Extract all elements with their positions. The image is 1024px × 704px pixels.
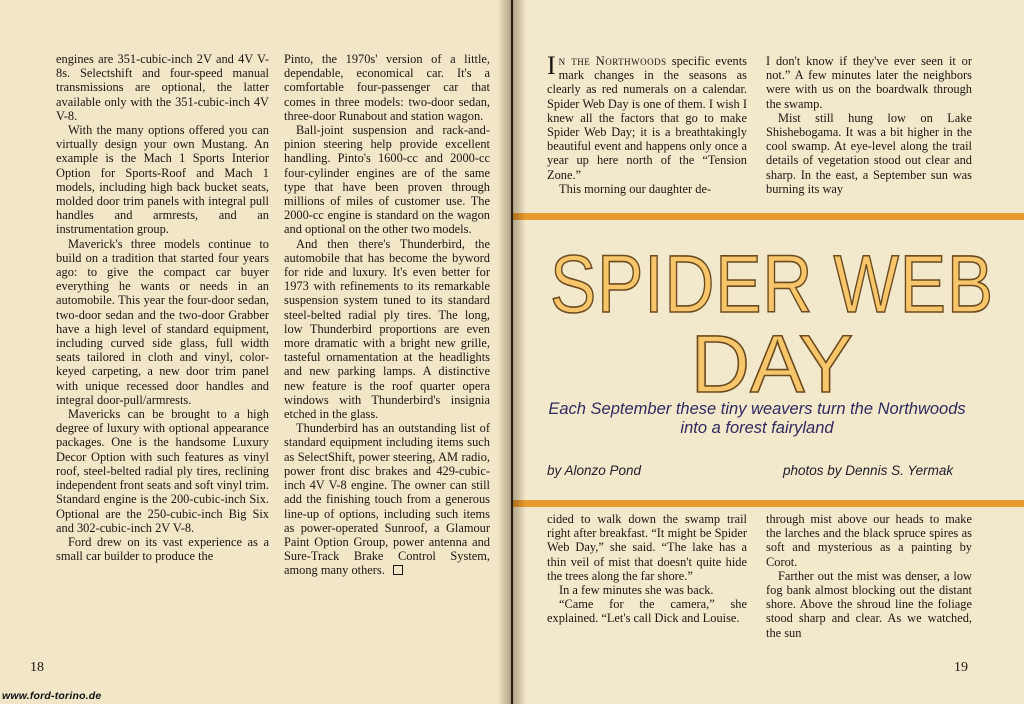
page-number-left: 18 <box>30 660 44 675</box>
left-page <box>0 0 511 704</box>
drop-cap: I <box>547 51 556 80</box>
page-number-right: 19 <box>954 660 968 675</box>
bottom-orange-rule <box>513 500 1024 507</box>
title-line-1: SPIDER WEB <box>550 239 994 330</box>
paragraph <box>284 421 490 577</box>
paragraph: In a few minutes she was back. <box>559 583 714 598</box>
right-column-2 <box>766 54 972 196</box>
author-byline: by Alonzo Pond <box>547 463 642 478</box>
left-column-2 <box>284 52 490 578</box>
photo-credit: photos by Dennis S. Yermak <box>783 463 954 478</box>
end-mark-icon <box>393 565 403 575</box>
right-column-3 <box>547 512 747 626</box>
watermark: www.ford-torino.de <box>2 690 102 702</box>
paragraph: “Came for the camera,” she explained. “Let's call Dick and Louise. <box>547 597 747 626</box>
subtitle: Each September these tiny weavers turn the Northwoods into a forest fairyland <box>548 400 966 437</box>
paragraph: Ball-joint suspension and rack-and-pinion steering help provide excellent handling. Pinto's 1600-cc and 2000-cc four-cylinder engines are of the same type that have been proven through millions of miles of customer use. The 2000-cc engine is standard on the wagon and optional on the other two models. <box>284 123 490 237</box>
right-page <box>513 0 1024 704</box>
paragraph: Maverick's three models continue to build on a tradition that started four years ago: to give the compact car buyer everything he wants or needs in an automobile. This year the four-door sedan, two-door sedan and the two-door Grabber have a high level of standard equipment, including curved side glass, full width seats tailored in cloth and vinyl, color-keyed carpeting, a new door trim panel with unique recessed door handles and integral door-pull/armrests. <box>56 236 269 407</box>
paragraph-text: Thunderbird has an outstanding list of standard equipment including items such as SelectShift, power steering, AM radio, power front disc brakes and 429-cubic-inch 4V V-8 engine. The owner can still add the finishing touch from a generous line-up of options, including such items as power-operated Sunroof, a Glamour Paint Option Group, power antenna and Sure-Track Brake Control System, among many others. <box>284 421 490 578</box>
paragraph: Mavericks can be brought to a high degree of luxury with optional appearance packages. One is the handsome Luxury Decor Option with such features as vinyl roof, steel-belted radial ply tires, reclining independent front seats and soft vinyl trim. Standard engine is the 200-cubic-inch Six. Optional are the 250-cubic-inch Big Six and 302-cubic-inch 2V V-8. <box>56 407 270 535</box>
article-title <box>533 239 1011 410</box>
paragraph: cided to walk down the swamp trail right after breakfast. “It might be Spider Web Day,” she said. “The lake has a thin veil of mist that doesn't quite hide the trees along the far shore.” <box>547 512 747 583</box>
binding-gutter <box>498 0 526 704</box>
paragraph: Farther out the mist was denser, a low fog bank almost blocking out the distant shore. Above the shroud line the foliage stood sharp and clear. As we watched, the sun <box>766 568 972 640</box>
intro-smallcaps: n the Northwoods <box>558 54 667 68</box>
right-column-1 <box>547 51 747 196</box>
right-column-4 <box>766 512 972 640</box>
top-orange-rule <box>513 213 1024 220</box>
paragraph: through mist above our heads to make the larches and the black spruce spires as soft and mysterious as a painting by Corot. <box>766 512 972 569</box>
paragraph: Mist still hung low on Lake Shishebogama. It was a bit higher in the cool swamp. At eye-level along the trail details of vegetation stood out clear and sharp. In the east, a September sun was burning its way <box>766 110 972 196</box>
left-column-1 <box>56 52 269 563</box>
paragraph: Pinto, the 1970s' version of a little, dependable, economical car. It's a comfortable four-passenger car that comes in three models: two-door sedan, three-door Runabout and station wagon. <box>284 52 490 123</box>
paragraph: This morning our daughter de- <box>559 181 712 196</box>
paragraph: engines are 351-cubic-inch 2V and 4V V-8s. Selectshift and four-speed manual transmissions are optional, the latter available only with the 351-cubic-inch 4V V-8. <box>56 52 269 123</box>
title-line-2: DAY <box>690 319 854 410</box>
paragraph: With the many options offered you can virtually design your own Mustang. An example is the Mach 1 Sports Interior Option for Sports-Roof and Mach 1 models, including high back bucket seats, molded door trim panels with integral pull handles and armrests, and an instrumentation group. <box>56 123 269 237</box>
paragraph: Ford drew on its vast experience as a small car builder to produce the <box>56 534 269 564</box>
intro-text: specific events mark changes in the seasons as clearly as red numerals on a calendar. Spider Web Day is one of them. I wish I knew all the factors that go to make Spider Web Day; it is a breathtakingly beautiful event and happens only once a year up here north of the “Tension Zone.” <box>547 54 747 182</box>
intro-paragraph <box>547 51 747 182</box>
paragraph: I don't know if they've ever seen it or not.” A few minutes later the neighbors were with us on the boardwalk through the swamp. <box>766 54 972 111</box>
paragraph: And then there's Thunderbird, the automobile that has become the byword for ride and luxury. It's even better for 1973 with refinements to its remarkable suspension system tuned to its standard steel-belted radial ply tires. The long, low Thunderbird proportions are even more dramatic with a bright new grille, tasteful ornamentation at the headlights and new parking lamps. A distinctive new feature is the roof quarter opera windows with Thunderbird's insignia etched in the glass. <box>284 236 490 422</box>
